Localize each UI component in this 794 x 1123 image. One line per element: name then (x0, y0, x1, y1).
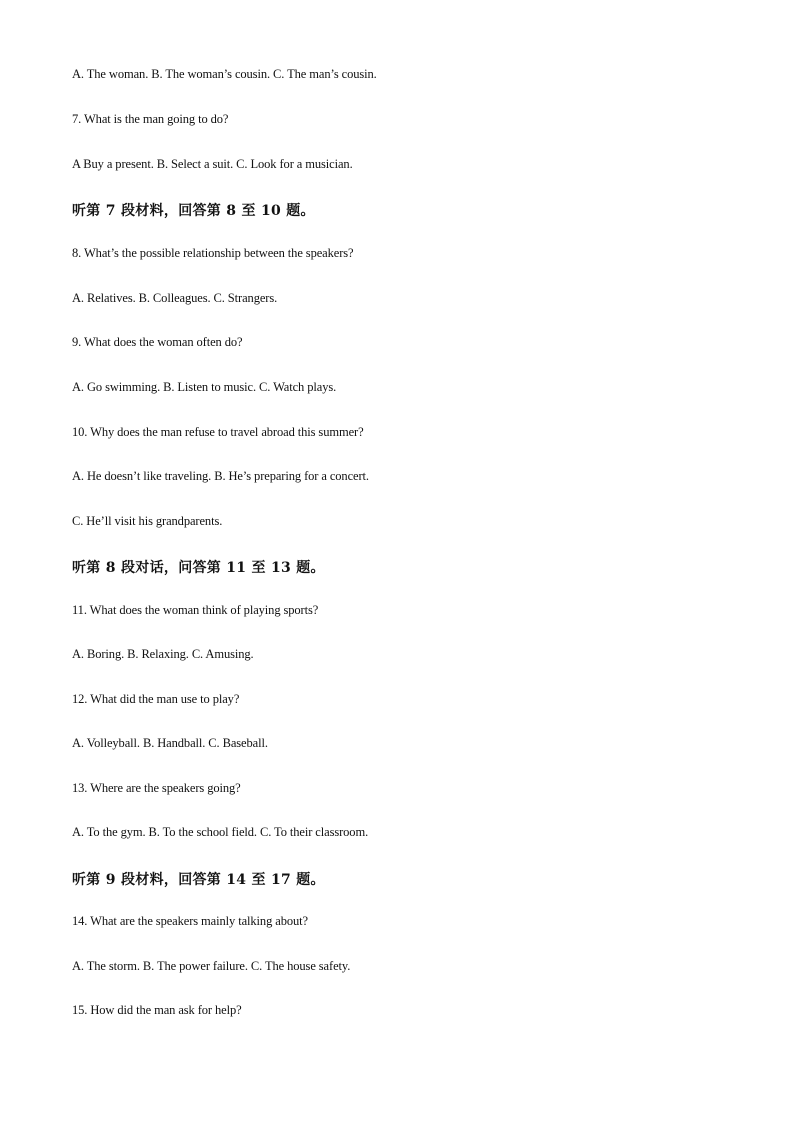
q10-question: 10. Why does the man refuse to travel abroad this summer? (72, 425, 364, 439)
q10-options-ab: A. He doesn’t like traveling. B. He’s preparing for a concert. (72, 469, 369, 483)
q7-options: A Buy a present. B. Select a suit. C. Look for a musician. (72, 157, 353, 171)
section-heading-9: 听第 9 段材料，回答第 14 至 17 题。 (72, 872, 325, 888)
q11-question: 11. What does the woman think of playing sports? (72, 603, 319, 617)
q7-question: 7. What is the man going to do? (72, 112, 229, 126)
section-heading-7: 听第 7 段材料，回答第 8 至 10 题。 (72, 203, 315, 219)
q13-options: A. To the gym. B. To the school field. C. To their classroom. (72, 825, 369, 839)
q12-question: 12. What did the man use to play? (72, 692, 240, 706)
q8-options: A. Relatives. B. Colleagues. C. Strangers. (72, 291, 278, 305)
q8-question: 8. What’s the possible relationship between the speakers? (72, 246, 354, 260)
q14-question: 14. What are the speakers mainly talking about? (72, 914, 308, 928)
q6-options: A. The woman. B. The woman’s cousin. C. The man’s cousin. (72, 67, 377, 81)
q9-options: A. Go swimming. B. Listen to music. C. Watch plays. (72, 380, 337, 394)
q12-options: A. Volleyball. B. Handball. C. Baseball. (72, 736, 268, 750)
section-heading-8: 听第 8 段对话，问答第 11 至 13 题。 (72, 560, 325, 576)
q11-options: A. Boring. B. Relaxing. C. Amusing. (72, 647, 254, 661)
q13-question: 13. Where are the speakers going? (72, 781, 241, 795)
q10-option-c: C. He’ll visit his grandparents. (72, 514, 223, 528)
q15-question: 15. How did the man ask for help? (72, 1003, 242, 1017)
q14-options: A. The storm. B. The power failure. C. The house safety. (72, 959, 351, 973)
q9-question: 9. What does the woman often do? (72, 335, 243, 349)
